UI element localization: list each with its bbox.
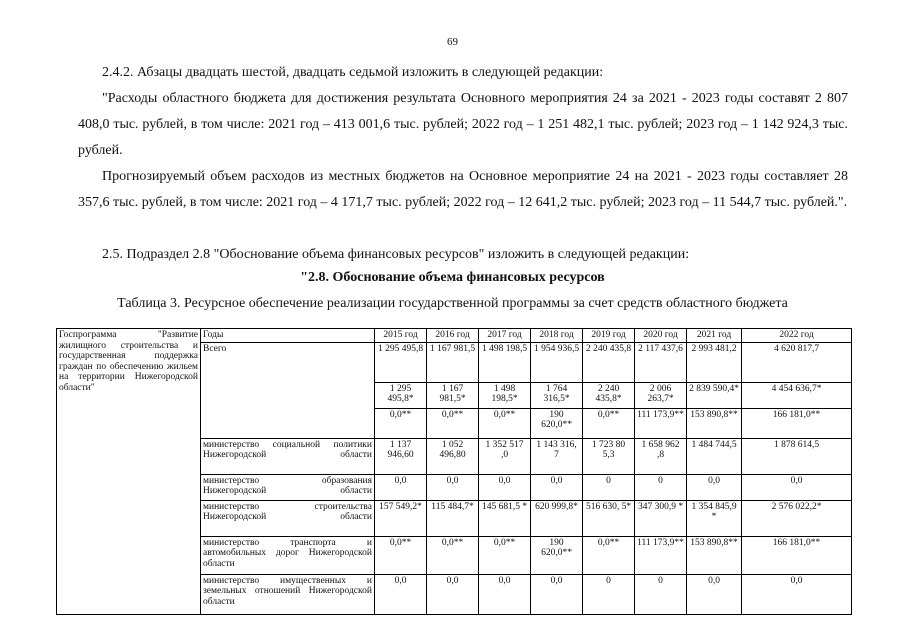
paragraph-amendment-2-5: 2.5. Подраздел 2.8 "Обоснование объема финансовых ресурсов" изложить в следующей редакции: xyxy=(102,247,690,262)
table-cell: 0,0 xyxy=(427,574,479,614)
table-cell: 1 137 946,60 xyxy=(375,438,427,474)
table-cell: 166 181,0** xyxy=(742,408,852,438)
table-cell: 1 295 495,8* xyxy=(375,382,427,408)
table-cell: 1 167 981,5* xyxy=(427,382,479,408)
row-label: министерство имущественных и земельных отношений Нижегородской области xyxy=(201,574,375,614)
table-cell: 2 839 590,4* xyxy=(687,382,742,408)
paragraph-amendment-2-4-2: 2.4.2. Абзацы двадцать шестой, двадцать седьмой изложить в следующей редакции: xyxy=(102,65,604,80)
table-cell: 1 295 495,8 xyxy=(375,342,427,382)
row-label: Всего xyxy=(201,342,375,438)
year-header: 2021 год xyxy=(687,329,742,343)
table-cell: 4 620 817,7 xyxy=(742,342,852,382)
table-cell: 111 173,9** xyxy=(635,408,687,438)
table-cell: 2 117 437,6 xyxy=(635,342,687,382)
row-label: министерство строительства Нижегородской области xyxy=(201,500,375,536)
table-cell: 4 454 636,7* xyxy=(742,382,852,408)
table-cell: 0,0 xyxy=(479,574,531,614)
table-cell: 0,0 xyxy=(687,574,742,614)
table-cell: 0,0 xyxy=(531,574,583,614)
table-cell: 0,0 xyxy=(427,474,479,500)
table-cell: 1 498 198,5 xyxy=(479,342,531,382)
table-cell: 1 498 198,5* xyxy=(479,382,531,408)
resource-table xyxy=(56,328,852,615)
table-cell: 153 890,8** xyxy=(687,408,742,438)
table-cell: 2 576 022,2* xyxy=(742,500,852,536)
row-label: министерство транспорта и автомобильных дорог Нижегородской области xyxy=(201,536,375,574)
table-cell: 2 240 435,8* xyxy=(583,382,635,408)
table-cell: 1 658 962 ,8 xyxy=(635,438,687,474)
table-cell: 1 723 80 5,3 xyxy=(583,438,635,474)
table-cell: 2 993 481,2 xyxy=(687,342,742,382)
table-cell: 0,0 xyxy=(742,574,852,614)
table-cell: 0 xyxy=(635,574,687,614)
table-cell: 190 620,0** xyxy=(531,536,583,574)
table-cell: 157 549,2* xyxy=(375,500,427,536)
row-label: министерство социальной политики Нижегородской области xyxy=(201,438,375,474)
table-cell: 0,0 xyxy=(742,474,852,500)
table-cell: 1 143 316, 7 xyxy=(531,438,583,474)
table-cell: 0 xyxy=(635,474,687,500)
year-header: 2022 год xyxy=(742,329,852,343)
paragraph-regional-budget-expenses: "Расходы областного бюджета для достижения результата Основного мероприятия 24 за 2021 - 2023 годы составят 2 807 408,0 тыс. рублей, в том числе: 2021 год – 413 001,6 тыс. рублей; 2022 год – 1 251 482,1 тыс. рублей; 2023 год – 1 142 924,3 тыс. рублей. xyxy=(78,91,848,158)
table-cell: 1 484 744,5 xyxy=(687,438,742,474)
table-cell: 115 484,7* xyxy=(427,500,479,536)
table-cell: 0,0** xyxy=(479,536,531,574)
table-cell: 0,0 xyxy=(479,474,531,500)
table-cell: 0 xyxy=(583,474,635,500)
year-header: 2016 год xyxy=(427,329,479,343)
table-cell: 0,0** xyxy=(427,536,479,574)
year-header: 2020 год xyxy=(635,329,687,343)
table-cell: 1 878 614,5 xyxy=(742,438,852,474)
table-cell: 153 890,8** xyxy=(687,536,742,574)
table-cell: 0,0** xyxy=(375,408,427,438)
table-cell: 1 764 316,5* xyxy=(531,382,583,408)
table-cell: 145 681,5 * xyxy=(479,500,531,536)
table-cell: 0,0 xyxy=(687,474,742,500)
year-header: 2017 год xyxy=(479,329,531,343)
row-label: министерство образования Нижегородской области xyxy=(201,474,375,500)
table-cell: 1 052 496,80 xyxy=(427,438,479,474)
table-cell: 166 181,0** xyxy=(742,536,852,574)
table-cell: 2 006 263,7* xyxy=(635,382,687,408)
table-cell: 0,0** xyxy=(583,408,635,438)
table-cell: 190 620,0** xyxy=(531,408,583,438)
years-label: Годы xyxy=(201,329,375,343)
table-cell: 111 173,9** xyxy=(635,536,687,574)
table-cell: 0,0 xyxy=(375,574,427,614)
table-cell: 0,0 xyxy=(531,474,583,500)
table-cell: 620 999,8* xyxy=(531,500,583,536)
table-cell: 2 240 435,8 xyxy=(583,342,635,382)
table-cell: 0,0** xyxy=(427,408,479,438)
table-cell: 0,0** xyxy=(479,408,531,438)
table-cell: 0,0** xyxy=(375,536,427,574)
year-header: 2018 год xyxy=(531,329,583,343)
table-cell: 1 352 517 ,0 xyxy=(479,438,531,474)
table-cell: 347 300,9 * xyxy=(635,500,687,536)
year-header: 2015 год xyxy=(375,329,427,343)
section-heading: "2.8. Обоснование объема финансовых ресурсов xyxy=(300,270,605,285)
table-cell: 0,0** xyxy=(583,536,635,574)
paragraph-local-budget-forecast: Прогнозируемый объем расходов из местных бюджетов на Основное мероприятие 24 на 2021 - 2023 годы составляет 28 357,6 тыс. рублей, в том числе: 2021 год – 4 171,7 тыс. рублей; 2022 год – 12 641,2 тыс. рублей; 2023 год – 11 544,7 тыс. рублей.". xyxy=(78,169,848,210)
program-cell: Госпрограмма "Развитие жилищного строительства и государственная поддержка граждан по обеспечению жильем на территории Нижегородской области" xyxy=(57,329,201,615)
page-number: 69 xyxy=(447,36,458,48)
table-cell: 516 630, 5* xyxy=(583,500,635,536)
resource-table-body xyxy=(57,329,852,615)
table-caption: Таблица 3. Ресурсное обеспечение реализации государственной программы за счет средств областного бюджета xyxy=(117,296,788,311)
table-header-row xyxy=(57,329,852,343)
year-header: 2019 год xyxy=(583,329,635,343)
table-cell: 1 954 936,5 xyxy=(531,342,583,382)
table-cell: 1 167 981,5 xyxy=(427,342,479,382)
table-cell: 1 354 845,9 * xyxy=(687,500,742,536)
table-cell: 0 xyxy=(583,574,635,614)
table-cell: 0,0 xyxy=(375,474,427,500)
